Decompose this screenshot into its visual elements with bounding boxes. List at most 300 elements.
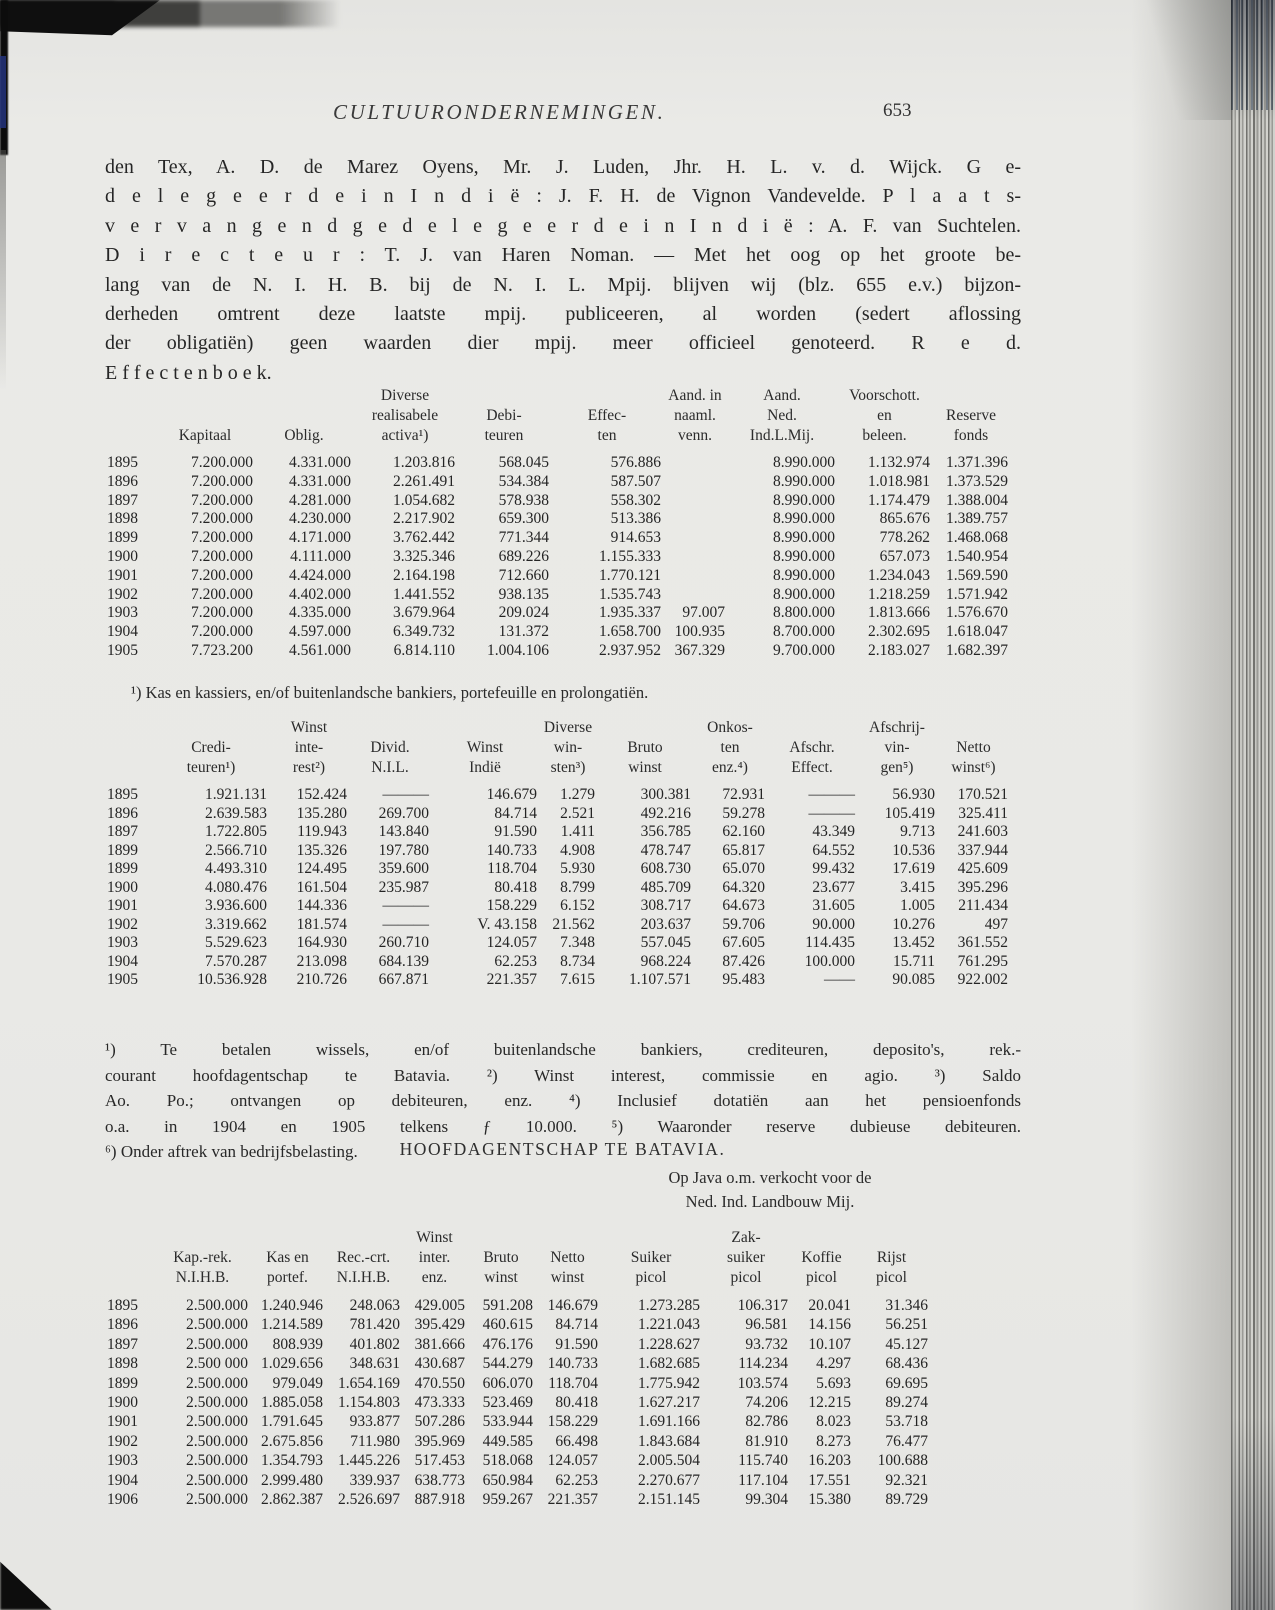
table-header-cell	[937, 718, 1010, 738]
value-cell: 568.045	[498, 454, 549, 471]
table-header-cell: sten³)	[550, 759, 586, 776]
value-cell: 7.348	[560, 934, 595, 951]
table-header-cell: enz.	[421, 1269, 448, 1286]
table-row	[105, 548, 1010, 567]
value-cell: 1.576.670	[946, 604, 1008, 622]
table-header-cell: win-	[553, 739, 583, 756]
value-cell: 2.500.000	[186, 1491, 248, 1509]
value-cell: V. 43.158	[477, 915, 537, 933]
value-cell: 119.943	[297, 823, 347, 840]
value-cell	[663, 529, 727, 548]
value-cell: 45.127	[885, 1335, 928, 1353]
year-cell: 1905	[107, 971, 138, 988]
table-header-cell	[155, 406, 255, 426]
table-header-cell: Effect.	[791, 759, 833, 776]
table-row	[105, 1335, 930, 1354]
value-cell: 3.679.964	[393, 604, 455, 622]
text-line: courant hoofdagentschap te Batavia. ²) Winst interest, commissie en agio. ³) Saldo	[105, 1065, 1021, 1085]
value-cell: 1.654.169	[338, 1374, 400, 1392]
table-header-cell	[467, 1228, 535, 1248]
value-cell: 161.504	[296, 878, 347, 896]
value-cell: 124.057	[547, 1452, 598, 1470]
blue-binding-mark	[0, 56, 6, 128]
value-cell: 7.200.000	[191, 604, 253, 622]
table-header-cell: Winst	[416, 1229, 453, 1246]
table-header-row	[105, 738, 1010, 758]
year-cell: 1902	[107, 585, 138, 603]
value-cell: 115.740	[738, 1452, 788, 1470]
value-cell: 1.018.981	[868, 472, 930, 490]
table-header-cell	[105, 1248, 155, 1268]
value-cell: 65.070	[722, 860, 765, 877]
value-cell: 9.713	[900, 823, 935, 840]
value-cell: 608.730	[640, 860, 691, 877]
table-header-cell	[255, 386, 353, 406]
value-cell: 1.373.529	[946, 472, 1008, 490]
table-header-cell	[535, 1228, 600, 1248]
table-header-cell: N.I.H.B.	[175, 1269, 230, 1286]
value-cell: 143.840	[378, 823, 429, 840]
value-cell: 1.627.217	[638, 1394, 700, 1412]
table-header-cell	[155, 386, 255, 406]
table-header-cell	[325, 1228, 402, 1248]
value-cell: 89.274	[885, 1394, 928, 1412]
value-cell: ———	[808, 786, 855, 803]
year-cell: 1904	[107, 1471, 138, 1489]
value-cell: 2.261.491	[393, 472, 455, 490]
table-header-cell	[767, 718, 857, 738]
value-cell: 476.176	[482, 1335, 533, 1353]
value-cell: 513.386	[610, 510, 661, 528]
value-cell: 401.802	[349, 1335, 400, 1353]
value-cell: 497	[984, 915, 1008, 933]
value-cell: 59.706	[722, 915, 765, 933]
value-cell: 20.041	[808, 1297, 851, 1314]
value-cell: 7.200.000	[191, 585, 253, 603]
text-line: o.a. in 1904 en 1905 telkens ƒ 10.000. ⁵) Waaronder reserve dubieuse debiteuren.	[105, 1116, 1021, 1136]
value-cell: 7.615	[560, 971, 595, 988]
value-cell: 72.931	[722, 786, 765, 803]
table-row	[105, 879, 1010, 898]
value-cell: 578.938	[498, 491, 549, 509]
value-cell: 381.666	[414, 1335, 465, 1353]
table-header-cell	[105, 386, 155, 406]
value-cell: 6.814.110	[393, 641, 455, 659]
table-header-cell: Kapitaal	[178, 427, 232, 444]
table-header-cell: Winst	[290, 719, 328, 736]
table-header-row	[105, 406, 1010, 426]
value-cell: 74.206	[745, 1394, 788, 1412]
value-cell: 606.070	[482, 1374, 533, 1392]
data-table	[105, 386, 1010, 661]
value-cell: 938.135	[498, 585, 549, 603]
value-cell: 76.477	[885, 1432, 928, 1450]
value-cell: 308.717	[640, 897, 691, 914]
table-header-cell: en	[877, 407, 892, 424]
value-cell: 8.990.000	[773, 472, 835, 490]
table-header-cell	[105, 426, 155, 446]
table-header-cell: ten	[720, 739, 740, 756]
value-cell: 59.278	[722, 804, 765, 822]
table-row	[105, 604, 1010, 623]
table-header-cell	[932, 386, 1010, 406]
table-row	[105, 1412, 930, 1431]
year-cell: 1900	[107, 1394, 138, 1412]
table-header-cell: naaml.	[674, 407, 716, 424]
table-row	[105, 953, 1010, 972]
table-row	[105, 510, 1010, 529]
table-row	[105, 1490, 930, 1509]
value-cell: ———	[382, 786, 429, 803]
value-cell: 69.695	[885, 1374, 928, 1392]
table-header-cell	[349, 718, 431, 738]
year-cell: 1896	[107, 804, 138, 822]
batavia-section-title: HOOFDAGENTSCHAP TE BATAVIA.	[399, 1139, 726, 1159]
table1-footnote: ¹) Kas en kassiers, en/of buitenlandsche bankiers, portefeuille en prolongatiën.	[131, 683, 649, 702]
value-cell: 485.709	[640, 878, 691, 896]
value-cell: 5.930	[560, 860, 595, 877]
value-cell: 3.319.662	[205, 915, 267, 933]
table-header-cell: realisabele	[371, 407, 439, 424]
table-header-cell: vin-	[884, 739, 910, 756]
value-cell: 7.200.000	[191, 454, 253, 471]
table-header-cell	[551, 386, 663, 406]
text-line: Ao. Po.; ontvangen op debiteuren, enz. ⁴) Inclusief dotatiën aan het pensioenfonds	[105, 1091, 1021, 1111]
value-cell: 657.073	[879, 547, 930, 565]
value-cell: 56.930	[892, 786, 935, 803]
value-cell: 2.937.952	[599, 641, 661, 659]
value-cell: 778.262	[879, 529, 930, 547]
value-cell: 2.521	[560, 804, 595, 822]
value-cell: 1.234.043	[868, 566, 930, 584]
value-cell: 10.276	[892, 915, 935, 933]
value-cell: 7.200.000	[191, 510, 253, 528]
table-row	[105, 860, 1010, 879]
value-cell: 97.007	[682, 604, 725, 622]
value-cell: 80.418	[555, 1394, 598, 1412]
value-cell: 8.799	[560, 878, 595, 896]
table-header-cell	[600, 1228, 702, 1248]
table-row	[105, 454, 1010, 473]
table-header-cell: Ind.L.Mij.	[749, 427, 815, 444]
value-cell: 1.228.627	[638, 1335, 700, 1353]
table-header-cell: Ned.	[767, 407, 797, 424]
top-right-curl-shadow	[1141, 0, 1231, 120]
value-cell: 1.107.571	[629, 971, 691, 988]
year-cell: 1904	[107, 623, 138, 641]
value-cell: 8.023	[816, 1413, 851, 1431]
value-cell: 1.770.121	[599, 566, 661, 584]
value-cell: 1.155.333	[599, 547, 661, 565]
value-cell: 4.331.000	[289, 472, 351, 490]
table-row	[105, 971, 1010, 990]
value-cell: 170.521	[957, 786, 1008, 803]
value-cell: 523.469	[482, 1394, 533, 1412]
value-cell: 2.217.902	[393, 510, 455, 528]
value-cell: 1.154.803	[338, 1394, 400, 1412]
table-header-cell: picol	[806, 1269, 837, 1286]
value-cell: 979.049	[272, 1374, 323, 1392]
text-line: d e l e g e e r d e i n I n d i ë : J. F. H. de Vignon Vandevelde. P l a a t s-	[105, 185, 1021, 208]
table-header-cell: suiker	[727, 1249, 765, 1266]
value-cell: 659.300	[498, 510, 549, 528]
table-row	[105, 473, 1010, 492]
year-cell: 1900	[107, 878, 138, 896]
value-cell: 361.552	[957, 934, 1008, 951]
page-edge-blue-tint	[1231, 0, 1275, 110]
value-cell: 209.024	[498, 604, 549, 622]
value-cell: 492.216	[640, 804, 691, 822]
table-row	[105, 1393, 930, 1412]
value-cell	[663, 510, 727, 529]
value-cell: 3.415	[900, 878, 935, 896]
table-header-cell: Debi-	[486, 407, 522, 424]
table-header-cell	[155, 1228, 250, 1248]
value-cell: 62.253	[555, 1471, 598, 1489]
value-cell: 1.921.131	[205, 786, 267, 803]
table-header-cell: Rec.-crt.	[336, 1249, 391, 1266]
value-cell: 64.673	[722, 897, 765, 914]
text-line: Ned. Ind. Landbouw Mij.	[685, 1192, 855, 1211]
value-cell: 2.500.000	[186, 1452, 248, 1470]
value-cell: 117.104	[738, 1471, 788, 1489]
value-cell: 9.700.000	[773, 641, 835, 659]
value-cell: 248.063	[349, 1297, 400, 1314]
table-row	[105, 642, 1010, 661]
value-cell: 761.295	[957, 952, 1008, 970]
value-cell: 4.561.000	[289, 641, 351, 659]
table-header-cell: winst	[628, 759, 662, 776]
data-table	[105, 718, 1010, 990]
value-cell: 2.675.856	[261, 1432, 323, 1450]
value-cell: 124.495	[296, 860, 347, 877]
value-cell: 1.535.743	[599, 585, 661, 603]
table-header-cell: Divid.	[370, 739, 410, 756]
value-cell: 534.384	[498, 472, 549, 490]
year-cell: 1899	[107, 529, 138, 547]
table-header-cell: inter.	[418, 1249, 451, 1266]
value-cell: 4.230.000	[289, 510, 351, 528]
table-header-cell: Indië	[469, 759, 501, 776]
value-cell: 711.980	[350, 1432, 400, 1450]
table-row	[105, 1296, 930, 1315]
year-cell: 1905	[107, 641, 138, 659]
table-header-cell: Diverse	[380, 387, 430, 404]
value-cell	[663, 586, 727, 605]
value-cell: 1.540.954	[946, 547, 1008, 565]
value-cell: 164.930	[296, 934, 347, 951]
year-cell: 1895	[107, 1297, 138, 1314]
value-cell: 43.349	[812, 823, 855, 840]
table-header-cell: fonds	[953, 427, 989, 444]
value-cell: 781.420	[349, 1316, 400, 1334]
value-cell: 2.183.027	[868, 641, 930, 659]
value-cell: 100.688	[877, 1452, 928, 1470]
value-cell: 1.722.805	[205, 823, 267, 840]
year-cell: 1902	[107, 915, 138, 933]
value-cell: 140.733	[547, 1355, 598, 1373]
value-cell: 2.526.697	[338, 1491, 400, 1509]
value-cell: 197.780	[378, 841, 429, 859]
value-cell: 1.618.047	[946, 623, 1008, 641]
table-row	[105, 1315, 930, 1334]
value-cell: 1.445.226	[338, 1452, 400, 1470]
table-header-cell: Netto	[550, 1249, 585, 1266]
value-cell: 1.273.285	[638, 1297, 700, 1314]
value-cell: 158.229	[486, 897, 537, 914]
value-cell: 87.426	[722, 952, 765, 970]
value-cell: 64.552	[812, 841, 855, 859]
value-cell: 7.200.000	[191, 547, 253, 565]
value-cell: 1.389.757	[946, 510, 1008, 528]
year-cell: 1899	[107, 1374, 138, 1392]
value-cell: 62.160	[722, 823, 765, 840]
value-cell: 922.002	[957, 971, 1008, 988]
table-header-cell: Oblig.	[284, 427, 324, 444]
value-cell: 131.372	[498, 623, 549, 641]
table-row	[105, 1451, 930, 1470]
year-cell: 1906	[107, 1491, 138, 1509]
value-cell: 1.682.397	[946, 641, 1008, 659]
value-cell: 2.500.000	[186, 1471, 248, 1489]
value-cell: 65.817	[722, 841, 765, 859]
value-cell: 100.000	[804, 952, 855, 970]
table-header-cell	[431, 718, 539, 738]
value-cell: 1.371.396	[946, 454, 1008, 471]
year-cell: 1901	[107, 897, 138, 914]
value-cell: 124.057	[486, 934, 537, 951]
value-cell: 650.984	[482, 1471, 533, 1489]
table-header-cell: picol	[730, 1269, 762, 1286]
value-cell: 367.329	[674, 641, 725, 659]
value-cell: 1.775.942	[638, 1374, 700, 1392]
value-cell: 13.452	[892, 934, 935, 951]
value-cell: 348.631	[349, 1355, 400, 1373]
value-cell: 66.498	[555, 1432, 598, 1450]
table-header-cell	[105, 738, 153, 758]
value-cell: 557.045	[640, 934, 691, 951]
value-cell: 8.990.000	[773, 491, 835, 509]
value-cell: 7.200.000	[191, 472, 253, 490]
value-cell: 8.700.000	[773, 623, 835, 641]
value-cell: 449.585	[482, 1432, 533, 1450]
value-cell: 887.918	[414, 1491, 465, 1509]
table-header-row	[105, 718, 1010, 738]
table-row	[105, 823, 1010, 842]
value-cell: 395.429	[414, 1316, 465, 1334]
value-cell: 140.733	[486, 841, 537, 859]
value-cell: 146.679	[547, 1297, 598, 1314]
table-row	[105, 842, 1010, 861]
value-cell: 81.910	[745, 1432, 788, 1450]
value-cell: 4.597.000	[289, 623, 351, 641]
value-cell: 114.435	[805, 934, 855, 951]
value-cell: 100.935	[674, 623, 725, 641]
value-cell: 10.536	[892, 841, 935, 859]
value-cell: 6.349.732	[393, 623, 455, 641]
year-cell: 1898	[107, 1355, 138, 1373]
page-number: 653	[883, 100, 912, 121]
value-cell: 135.280	[296, 804, 347, 822]
value-cell: 99.432	[812, 860, 855, 877]
value-cell: 667.871	[378, 971, 429, 988]
value-cell: 15.380	[808, 1491, 851, 1509]
intro-paragraph	[105, 153, 1021, 388]
table-header-cell	[105, 1228, 155, 1248]
value-cell: 235.987	[378, 878, 429, 896]
table-row	[105, 567, 1010, 586]
value-cell: 8.990.000	[773, 529, 835, 547]
table-header-cell: winst	[484, 1269, 518, 1286]
value-cell: 1.174.479	[868, 491, 930, 509]
value-cell: 6.152	[560, 897, 595, 914]
value-cell: 146.679	[486, 786, 537, 803]
value-cell: 92.321	[885, 1471, 928, 1489]
value-cell: 14.156	[808, 1316, 851, 1334]
value-cell: 2.500.000	[186, 1316, 248, 1334]
table-header-cell: Aand.	[763, 387, 801, 404]
value-cell: 12.215	[808, 1394, 851, 1412]
value-cell: 1.441.552	[393, 585, 455, 603]
year-cell: 1901	[107, 1413, 138, 1431]
table-header-cell: activa¹)	[381, 427, 429, 444]
value-cell: 21.562	[552, 915, 595, 933]
value-cell: 395.969	[414, 1432, 465, 1450]
table-row	[105, 529, 1010, 548]
value-cell: 300.381	[640, 786, 691, 803]
value-cell: 31.605	[812, 897, 855, 914]
table-header-cell: Bruto	[483, 1249, 519, 1266]
value-cell: 17.551	[808, 1471, 851, 1489]
value-cell: 507.286	[414, 1413, 465, 1431]
table-gap	[105, 778, 1010, 786]
page-curve-shadow	[1131, 0, 1231, 1610]
value-cell: 5.693	[816, 1374, 851, 1392]
value-cell: 933.877	[349, 1413, 400, 1431]
value-cell: 1.029.656	[261, 1355, 323, 1373]
value-cell: 4.402.000	[289, 585, 351, 603]
value-cell: 1.791.645	[261, 1413, 323, 1431]
table-row	[105, 1374, 930, 1393]
table-row	[105, 1432, 930, 1451]
value-cell: 118.704	[548, 1374, 598, 1392]
value-cell: 1.240.946	[261, 1297, 323, 1314]
value-cell: 7.723.200	[191, 641, 253, 659]
value-cell: 4.908	[560, 841, 595, 859]
table-header-cell: beleen.	[862, 427, 907, 444]
value-cell: 430.687	[414, 1355, 465, 1373]
value-cell: 914.653	[610, 529, 661, 547]
table-header-cell	[250, 1228, 325, 1248]
value-cell: 1.132.974	[868, 454, 930, 471]
year-cell: 1903	[107, 604, 138, 622]
table-header-row	[105, 386, 1010, 406]
value-cell: 82.786	[745, 1413, 788, 1431]
year-cell: 1904	[107, 952, 138, 970]
value-cell: 558.302	[610, 491, 661, 509]
value-cell: 114.234	[738, 1355, 788, 1373]
year-cell: 1899	[107, 841, 138, 859]
value-cell: 135.326	[296, 841, 347, 859]
value-cell: 89.729	[885, 1491, 928, 1509]
value-cell: 16.203	[808, 1452, 851, 1470]
table-header-cell	[597, 718, 693, 738]
table-row	[105, 805, 1010, 824]
table-header-cell: ten	[597, 427, 617, 444]
text-line: Op Java o.m. verkocht voor de	[668, 1168, 872, 1187]
value-cell: 533.944	[482, 1413, 533, 1431]
value-cell: 359.600	[378, 860, 429, 877]
